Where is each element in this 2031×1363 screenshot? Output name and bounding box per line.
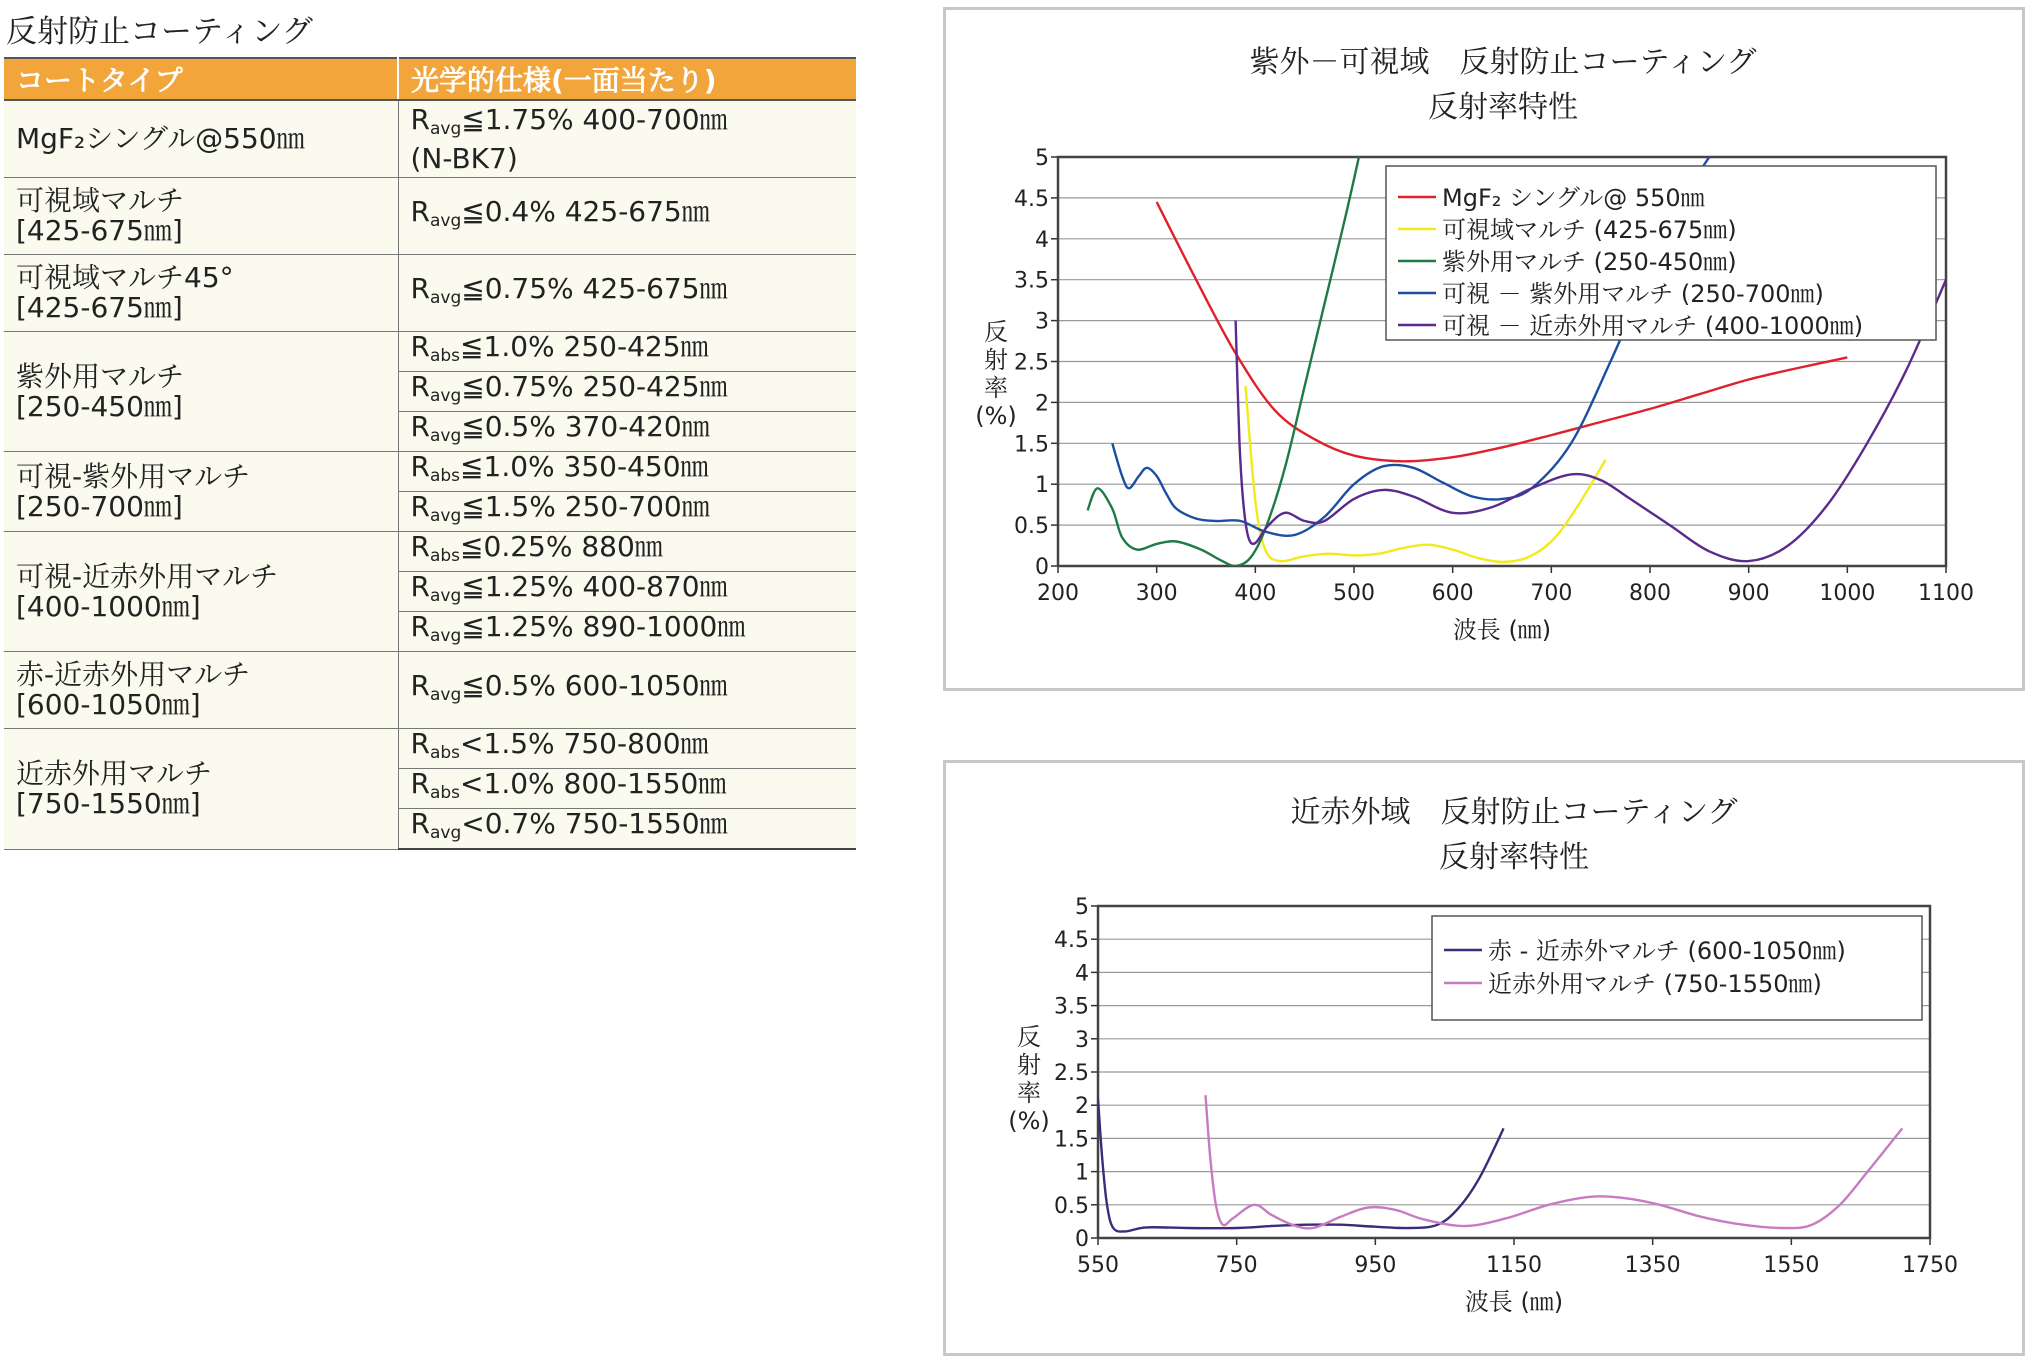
coat-type-cell <box>4 729 398 850</box>
spec-cell <box>398 492 856 532</box>
nir-reflectance-chart <box>946 763 2022 1353</box>
spec-symbol: R <box>410 102 430 136</box>
spec-text <box>411 612 845 651</box>
spec-text <box>411 332 845 371</box>
spec-text <box>411 769 845 808</box>
x-tick-label: 700 <box>1530 581 1573 606</box>
spec-symbol: R <box>410 194 430 228</box>
coat-type-text: 近赤外用マルチ <box>16 756 213 790</box>
spec-text <box>410 102 845 144</box>
spec-text <box>411 452 845 491</box>
spec-subscript: avg <box>429 626 462 646</box>
spec-symbol: R <box>410 727 430 760</box>
x-axis-label: 波長 (㎚) <box>1452 616 1552 644</box>
spec-cell <box>398 100 856 178</box>
coat-type-text: 可視域マルチ45° <box>16 261 234 294</box>
legend-label-4: 可視 － 近赤外用マルチ (400-1000㎚) <box>1442 312 1864 340</box>
coat-type-text: 可視-紫外用マルチ <box>16 459 251 493</box>
y-axis-label: (%) <box>1008 1107 1050 1135</box>
spec-cell <box>398 652 856 729</box>
chart-subtitle: 反射率特性 <box>1428 90 1578 125</box>
y-tick-label: 1.5 <box>1054 1127 1089 1153</box>
spec-text <box>411 572 845 611</box>
coat-type-text: [250-450㎚] <box>16 389 183 423</box>
coat-type-text: [425-675㎚] <box>16 214 183 247</box>
x-tick-label: 950 <box>1354 1253 1397 1278</box>
table-row <box>4 729 856 769</box>
page-title: 反射防止コーティング <box>6 14 313 50</box>
coat-type-text: 可視-近赤外用マルチ <box>16 559 279 593</box>
spec-value: ≦0.5% 370-420㎚ <box>461 410 710 443</box>
spec-symbol: R <box>410 490 430 523</box>
y-axis-label: (%) <box>975 402 1017 430</box>
x-tick-label: 1350 <box>1624 1253 1681 1278</box>
chart-title: 近赤外域 反射防止コーティング <box>1290 795 1738 830</box>
spec-value: ≦1.25% 400-870㎚ <box>461 570 728 603</box>
spec-cell <box>398 729 856 769</box>
y-axis-label: 率 <box>984 374 1008 402</box>
spec-text <box>411 729 845 768</box>
spec-text <box>411 372 845 411</box>
x-tick-label: 600 <box>1431 581 1474 606</box>
spec-cell <box>398 532 856 572</box>
x-tick-label: 1550 <box>1763 1253 1820 1278</box>
x-tick-label: 1000 <box>1819 581 1876 606</box>
nir-chart-panel <box>943 760 2025 1356</box>
y-axis-label: 率 <box>1017 1079 1041 1107</box>
y-axis-label: 射 <box>984 346 1008 374</box>
spec-cell <box>398 769 856 809</box>
y-tick-label: 2 <box>1035 391 1049 417</box>
coat-type-text: 可視域マルチ <box>16 184 185 217</box>
spec-value: ≦1.0% 250-425㎚ <box>460 330 709 363</box>
y-tick-label: 2.5 <box>1054 1061 1089 1086</box>
spec-subscript: abs <box>429 546 461 566</box>
spec-subscript: avg <box>429 386 462 406</box>
spec-subscript: abs <box>429 743 461 763</box>
spec-value: ≦1.75% 400-700㎚ <box>461 102 728 136</box>
x-tick-label: 200 <box>1037 581 1079 606</box>
legend-label-1: 可視域マルチ (425-675㎚) <box>1442 216 1737 244</box>
spec-cell <box>398 572 856 612</box>
spec-value: ≦1.25% 890-1000㎚ <box>461 610 746 643</box>
y-tick-label: 3 <box>1075 1027 1089 1053</box>
coat-type-text: [600-1050㎚] <box>16 688 201 721</box>
table-row <box>4 652 856 729</box>
table-row <box>4 532 856 572</box>
y-tick-label: 4.5 <box>1054 928 1089 954</box>
spec-text <box>411 412 845 451</box>
x-tick-label: 300 <box>1135 581 1178 606</box>
spec-text <box>411 532 845 571</box>
spec-text <box>410 271 845 313</box>
spec-symbol: R <box>410 530 430 563</box>
table-body <box>4 100 856 849</box>
spec-subscript: avg <box>429 118 462 139</box>
spec-text <box>410 668 845 710</box>
y-tick-label: 4 <box>1035 227 1049 253</box>
coat-type-cell <box>4 452 398 532</box>
spec-symbol: R <box>410 370 430 403</box>
spec-symbol: R <box>410 668 430 702</box>
y-tick-label: 0 <box>1035 555 1049 580</box>
spec-symbol: R <box>410 767 430 800</box>
x-tick-label: 750 <box>1215 1253 1258 1278</box>
spec-subscript: avg <box>429 287 462 308</box>
spec-value: ≦1.0% 350-450㎚ <box>460 450 709 483</box>
spec-text <box>411 492 845 531</box>
coat-type-text: 紫外用マルチ <box>16 359 185 393</box>
spec-value: ≦0.4% 425-675㎚ <box>461 194 710 228</box>
spec-subscript: abs <box>429 466 461 486</box>
spec-value: ≦0.75% 425-675㎚ <box>461 271 728 305</box>
spec-note: (N-BK7) <box>410 141 518 175</box>
uv-visible-chart-panel <box>943 7 2025 691</box>
spec-value: ≦0.25% 880㎚ <box>460 530 663 563</box>
spec-value: <1.0% 800-1550㎚ <box>460 767 727 800</box>
x-tick-label: 400 <box>1234 581 1277 606</box>
spec-symbol: R <box>410 410 430 443</box>
spec-subscript: avg <box>429 684 462 705</box>
spec-cell <box>398 255 856 332</box>
spec-symbol: R <box>410 570 430 603</box>
table-header-row <box>4 58 856 100</box>
legend-label-1: 近赤外用マルチ (750-1550㎚) <box>1488 970 1822 998</box>
legend-label-3: 可視 － 紫外用マルチ (250-700㎚) <box>1442 280 1824 308</box>
table-row <box>4 452 856 492</box>
legend-label-2: 紫外用マルチ (250-450㎚) <box>1442 248 1737 276</box>
spec-value: <1.5% 750-800㎚ <box>460 727 709 760</box>
coat-type-cell <box>4 255 398 332</box>
spec-text <box>411 809 845 848</box>
y-tick-label: 5 <box>1035 146 1049 171</box>
coat-type-cell <box>4 532 398 652</box>
spec-subscript: avg <box>429 823 462 843</box>
spec-symbol: R <box>410 330 430 363</box>
spec-subscript: avg <box>429 586 462 606</box>
spec-symbol: R <box>410 450 430 483</box>
spec-cell <box>398 612 856 652</box>
legend-label-0: MgF₂ シングル@ 550㎚ <box>1442 184 1705 212</box>
coat-type-cell <box>4 178 398 255</box>
coat-type-text: MgF₂シングル@550㎚ <box>16 122 305 155</box>
spec-subscript: avg <box>429 210 462 231</box>
table-row <box>4 255 856 332</box>
spec-cell <box>398 412 856 452</box>
spec-subscript: avg <box>429 506 462 526</box>
y-axis-label: 反 <box>984 318 1008 346</box>
y-tick-label: 3.5 <box>1014 268 1049 294</box>
coat-type-text: [250-700㎚] <box>16 489 183 523</box>
spec-cell <box>398 809 856 850</box>
x-axis-label: 波長 (㎚) <box>1464 1288 1564 1316</box>
x-tick-label: 800 <box>1629 581 1671 606</box>
spec-cell <box>398 452 856 492</box>
x-tick-label: 500 <box>1333 581 1375 606</box>
y-tick-label: 2.5 <box>1014 350 1049 376</box>
legend-label-0: 赤 - 近赤外マルチ (600-1050㎚) <box>1488 937 1846 965</box>
table-row <box>4 100 856 178</box>
y-axis-label: 射 <box>1017 1051 1041 1079</box>
x-tick-label: 1150 <box>1486 1253 1542 1278</box>
spec-value: ≦0.5% 600-1050㎚ <box>461 668 728 702</box>
x-tick-label: 900 <box>1727 581 1770 606</box>
x-tick-label: 1750 <box>1902 1253 1958 1278</box>
y-tick-label: 1 <box>1075 1160 1089 1186</box>
y-tick-label: 0.5 <box>1054 1193 1089 1219</box>
spec-subscript: abs <box>429 783 461 803</box>
spec-cell <box>398 178 856 255</box>
y-tick-label: 5 <box>1075 895 1089 920</box>
spec-symbol: R <box>410 271 430 305</box>
legend-box <box>1432 916 1922 1020</box>
spec-text <box>410 194 845 236</box>
coat-type-text: [425-675㎚] <box>16 291 183 324</box>
y-tick-label: 0.5 <box>1014 514 1049 540</box>
chart-title: 紫外－可視域 反射防止コーティング <box>1249 45 1757 80</box>
y-axis-label: 反 <box>1017 1023 1041 1051</box>
header-optical-spec: 光学的仕様(一面当たり) <box>398 58 856 100</box>
y-tick-label: 1.5 <box>1014 432 1049 458</box>
y-tick-label: 0 <box>1075 1227 1089 1252</box>
y-tick-label: 4.5 <box>1014 186 1049 212</box>
x-tick-label: 1100 <box>1918 581 1974 606</box>
y-tick-label: 4 <box>1075 961 1089 987</box>
header-coat-type: コートタイプ <box>4 58 398 100</box>
coat-type-cell <box>4 652 398 729</box>
y-tick-label: 3.5 <box>1054 994 1089 1020</box>
table-row <box>4 332 856 372</box>
coating-spec-table <box>4 57 856 850</box>
uv-visible-reflectance-chart <box>946 10 2022 688</box>
x-tick-label: 550 <box>1077 1253 1119 1278</box>
y-tick-label: 1 <box>1035 473 1049 499</box>
spec-value: ≦1.5% 250-700㎚ <box>461 490 710 523</box>
spec-subscript: avg <box>429 426 462 446</box>
coat-type-cell <box>4 100 398 178</box>
table-row <box>4 178 856 255</box>
spec-symbol: R <box>410 807 430 840</box>
coat-type-text: [750-1550㎚] <box>16 786 201 820</box>
spec-symbol: R <box>410 610 430 643</box>
y-tick-label: 3 <box>1035 309 1049 335</box>
spec-cell <box>398 332 856 372</box>
spec-value: ≦0.75% 250-425㎚ <box>461 370 728 403</box>
coat-type-text: [400-1000㎚] <box>16 589 201 623</box>
spec-cell <box>398 372 856 412</box>
y-tick-label: 2 <box>1075 1094 1089 1120</box>
chart-subtitle: 反射率特性 <box>1439 840 1589 875</box>
spec-subscript: abs <box>429 346 461 366</box>
coat-type-text: 赤-近赤外用マルチ <box>16 658 251 691</box>
coat-type-cell <box>4 332 398 452</box>
spec-value: <0.7% 750-1550㎚ <box>461 807 728 840</box>
